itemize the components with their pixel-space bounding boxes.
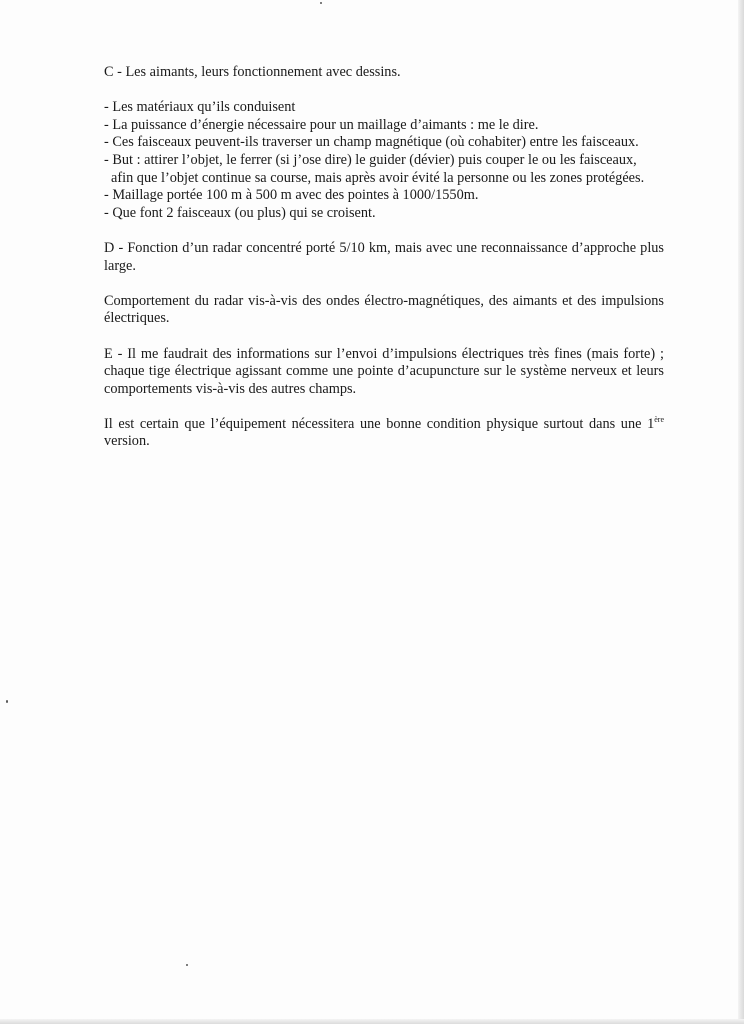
- conclusion-superscript: ère: [654, 414, 664, 424]
- scan-speck: [6, 700, 8, 703]
- section-d-paragraph: D - Fonction d’un radar concentré porté 5/10 km, mais avec une reconnaissance d’approche plus large.: [104, 239, 664, 274]
- conclusion-text-end: version.: [104, 433, 150, 450]
- section-c-item-continuation: afin que l’objet continue sa course, mais après avoir évité la personne ou les zones protégées.: [111, 169, 645, 186]
- conclusion-paragraph: [104, 416, 664, 451]
- section-c-item: - Ces faisceaux peuvent-ils traverser un champ magnétique (où cohabiter) entre les faisceaux.: [104, 134, 639, 151]
- scan-edge-bottom: [0, 1019, 744, 1024]
- section-c-item: - Que font 2 faisceaux (ou plus) qui se croisent.: [104, 204, 376, 221]
- document-body: [104, 64, 664, 451]
- section-c-item: - Maillage portée 100 m à 500 m avec des pointes à 1000/1550m.: [104, 187, 479, 204]
- section-c-item: - La puissance d’énergie nécessaire pour un maillage d’aimants : me le dire.: [104, 116, 539, 133]
- scan-speck: [320, 2, 322, 4]
- scan-edge-right: [738, 0, 744, 1024]
- comportement-paragraph: Comportement du radar vis-à-vis des ondes électro-magnétiques, des aimants et des impulsions électriques.: [104, 292, 664, 327]
- paragraph-gap: [104, 328, 664, 346]
- conclusion-text: Il est certain que l’équipement nécessitera une bonne condition physique surtout dans une 1: [104, 415, 655, 432]
- paragraph-gap: [104, 82, 664, 100]
- section-e-paragraph: E - Il me faudrait des informations sur l’envoi d’impulsions électriques très fines (mais forte) ; chaque tige électrique agissant comme une pointe d’acupuncture sur le système nerveux et leurs comportements vis-à-vis des autres champs.: [104, 345, 664, 397]
- paragraph-gap: [104, 275, 664, 293]
- section-c-item: - Les matériaux qu’ils conduisent: [104, 99, 296, 116]
- paragraph-gap: [104, 398, 664, 416]
- scan-speck: [186, 964, 188, 966]
- section-c-item: - But : attirer l’objet, le ferrer (si j’ose dire) le guider (dévier) puis couper le ou les faisceaux,: [104, 151, 637, 168]
- section-c-heading: C - Les aimants, leurs fonctionnement avec dessins.: [104, 64, 401, 80]
- paragraph-gap: [104, 222, 664, 240]
